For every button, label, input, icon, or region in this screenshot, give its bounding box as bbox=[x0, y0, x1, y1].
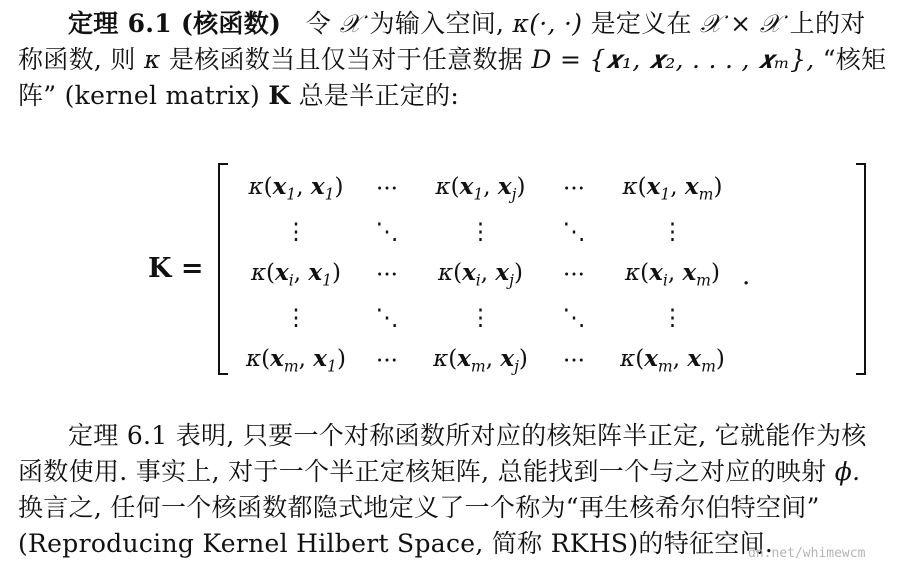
explanation-text: 换言之, 任何一个核函数都隐式地定义了一个称为“再生核希尔伯特空间” (Reproducing Kernel Hilbert Space, 简称 RKHS)的特征空间. bbox=[18, 493, 820, 558]
matrix-cell: $\kappa(x_i$, $x_m$) bbox=[625, 259, 720, 290]
data-set: D = {𝒙₁, 𝒙₂, . . . , 𝒙ₘ}, bbox=[531, 45, 815, 74]
matrix-row bbox=[228, 167, 748, 210]
matrix-cell: ⋮ bbox=[469, 304, 492, 331]
matrix-cell: ··· bbox=[563, 175, 585, 202]
matrix-cell: $\kappa(x_i$, $x_1$) bbox=[250, 259, 342, 290]
phi-symbol: ϕ. bbox=[834, 457, 861, 486]
matrix-cell: ··· bbox=[376, 175, 398, 202]
theorem-text: 上的对称函数, 则 bbox=[18, 9, 866, 74]
matrix-cell: ··· bbox=[563, 347, 585, 374]
matrix-cell: $\kappa(x_i$, $x_j$) bbox=[438, 259, 523, 290]
theorem-title: 定理 6.1 (核函数) bbox=[68, 9, 282, 38]
matrix-cell: ⋮ bbox=[661, 218, 684, 245]
kernel-matrix-equation bbox=[148, 163, 751, 377]
matrix-row bbox=[228, 339, 748, 382]
matrix-cell: ⋮ bbox=[661, 304, 684, 331]
watermark: dn.net/whimewcm bbox=[748, 546, 866, 561]
theorem-text: 是定义在 bbox=[590, 9, 692, 38]
matrix-cell: ⋮ bbox=[284, 304, 308, 331]
left-bracket bbox=[218, 163, 228, 375]
matrix-cell: ··· bbox=[376, 347, 398, 374]
input-space-symbol: 𝒳 bbox=[339, 9, 362, 38]
matrix-cell: $\kappa(x_1$, $x_m$) bbox=[622, 173, 723, 204]
explanation-paragraph bbox=[18, 418, 888, 562]
matrix-cell: ⋱ bbox=[375, 304, 399, 331]
kappa-symbol: κ bbox=[143, 45, 161, 74]
theorem-text: 令 bbox=[305, 9, 332, 38]
matrix-cell: $\kappa(x_m$, $x_1$) bbox=[246, 345, 346, 376]
theorem-text: 是核函数当且仅当对于任意数据 bbox=[168, 45, 524, 74]
theorem-text: “核矩阵” (kernel matrix) bbox=[18, 45, 887, 110]
matrix-cell: ··· bbox=[563, 261, 585, 288]
theorem-text: 为输入空间, bbox=[369, 9, 505, 38]
equation-period: . bbox=[742, 261, 751, 291]
kernel-function-notation: κ(·, ·) bbox=[512, 9, 583, 38]
product-space: 𝒳 × 𝒳 bbox=[700, 9, 782, 38]
matrix-cell: $\kappa(x_m$, $x_m$) bbox=[620, 345, 725, 376]
explanation-text: 定理 6.1 表明, 只要一个对称函数所对应的核矩阵半正定, 它就能作为核函数使用. 事实上, 对于一个半正定核矩阵, 总能找到一个与之对应的映射 bbox=[18, 421, 867, 486]
kernel-matrix-symbol: K bbox=[268, 81, 291, 110]
theorem-text: 总是半正定的: bbox=[298, 81, 460, 110]
theorem-paragraph bbox=[18, 6, 888, 114]
matrix-cell: $\kappa(x_m$, $x_j$) bbox=[433, 345, 528, 376]
kernel-matrix bbox=[228, 167, 751, 382]
matrix-row bbox=[228, 296, 748, 339]
matrix-cell: ⋱ bbox=[375, 218, 399, 245]
matrix-cell: $\kappa(x_1$, $x_1$) bbox=[248, 173, 344, 204]
matrix-cell: ⋱ bbox=[562, 304, 586, 331]
matrix-cell: ⋮ bbox=[284, 218, 308, 245]
matrix-cell: $\kappa(x_1$, $x_j$) bbox=[435, 173, 526, 204]
matrix-cell: ⋮ bbox=[469, 218, 492, 245]
right-bracket bbox=[856, 163, 866, 375]
matrix-cell: ⋱ bbox=[562, 218, 586, 245]
matrix-row bbox=[228, 253, 748, 296]
matrix-row bbox=[228, 210, 748, 253]
matrix-cell: ··· bbox=[376, 261, 398, 288]
matrix-label: K = bbox=[148, 253, 204, 284]
